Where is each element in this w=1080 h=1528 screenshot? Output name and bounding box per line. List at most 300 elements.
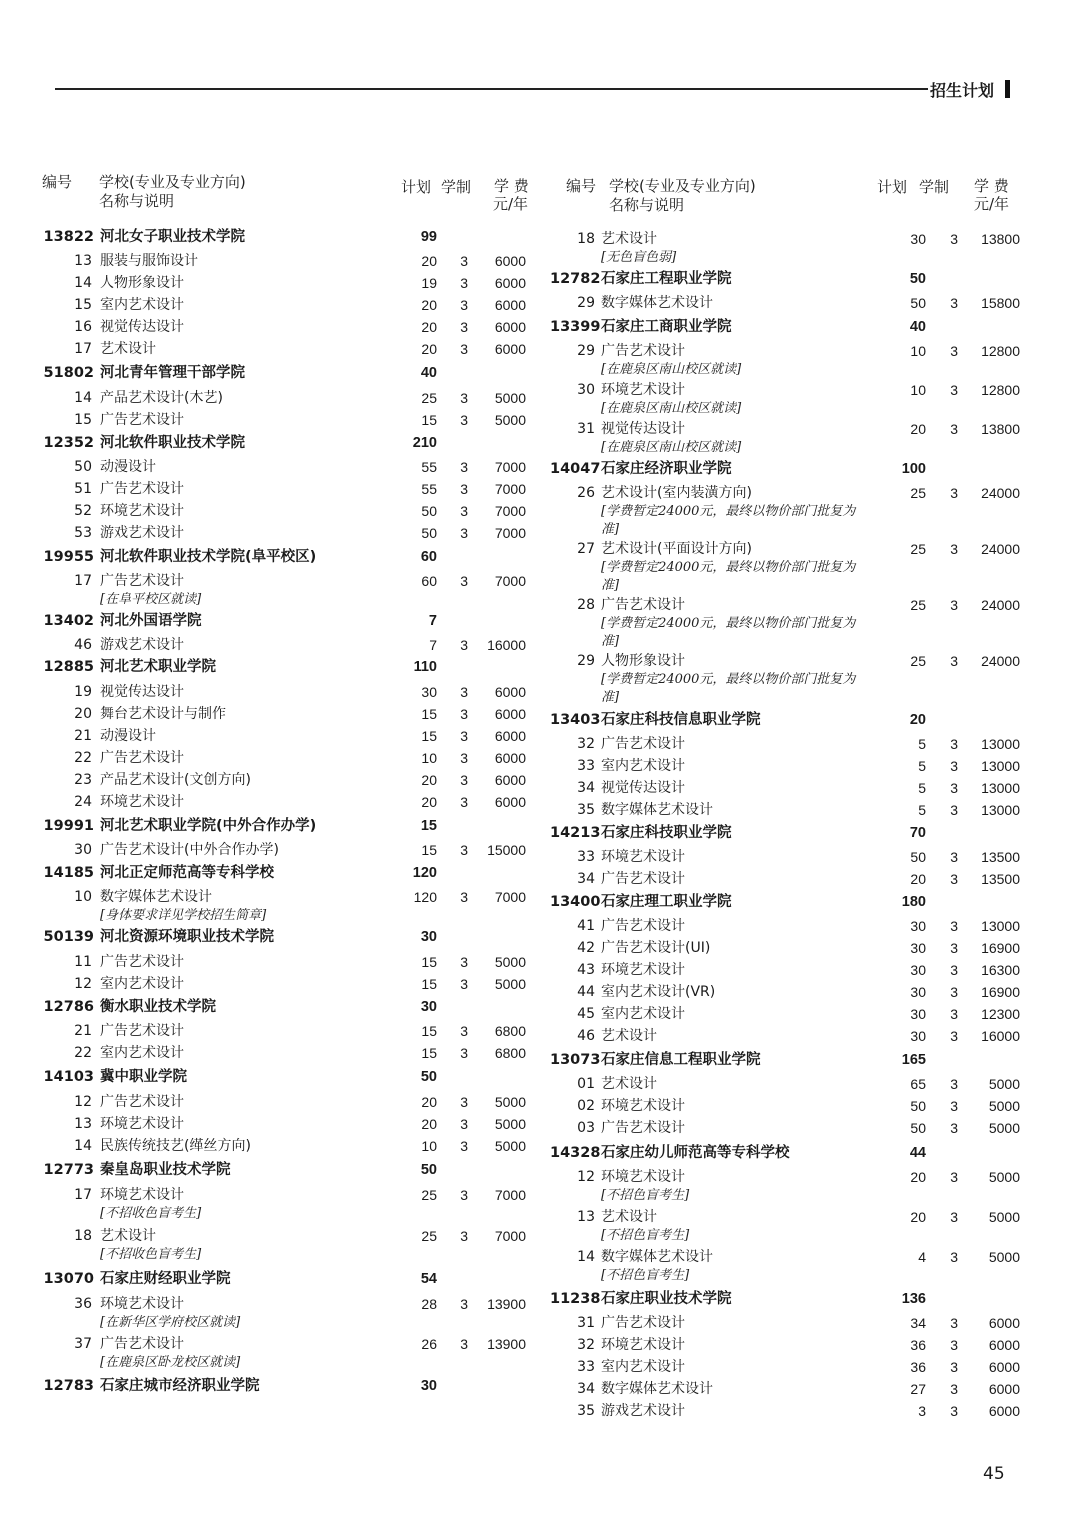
major-fee: 5000	[988, 1120, 1020, 1136]
school-plan-total: 110	[413, 659, 437, 675]
major-code: 13	[74, 253, 92, 269]
major-years: 3	[460, 297, 468, 313]
major-plan: 15	[421, 1023, 437, 1039]
school-row	[0, 1142, 1080, 1164]
school-plan-total: 40	[909, 319, 926, 335]
col-header-fee-unit: 元/年	[493, 195, 529, 213]
major-plan: 28	[421, 1296, 437, 1312]
major-years: 3	[950, 871, 958, 887]
major-note: [在新华区学府校区就读]	[100, 1315, 241, 1330]
school-row	[0, 1288, 1080, 1310]
major-fee: 24000	[981, 653, 1020, 669]
school-name: 衡水职业技术学院	[100, 999, 216, 1015]
major-note: [不招色盲考生]	[601, 1188, 690, 1203]
major-code: 31	[577, 1315, 595, 1331]
major-code: 15	[74, 412, 92, 428]
major-name: 广告艺术设计	[100, 1336, 184, 1352]
school-code: 12885	[43, 659, 94, 675]
major-years: 3	[460, 390, 468, 406]
major-fee: 6000	[988, 1381, 1020, 1397]
major-code: 33	[577, 849, 595, 865]
major-years: 3	[460, 253, 468, 269]
major-code: 53	[74, 525, 92, 541]
major-plan: 20	[910, 1169, 926, 1185]
major-years: 3	[460, 1296, 468, 1312]
major-name: 动漫设计	[100, 459, 156, 475]
major-note-continued: 准]	[601, 522, 620, 537]
major-years: 3	[950, 1337, 958, 1353]
school-plan-total: 50	[909, 271, 926, 287]
major-code: 33	[577, 758, 595, 774]
major-plan: 4	[918, 1249, 926, 1265]
school-row	[0, 458, 1080, 480]
major-years: 3	[460, 728, 468, 744]
major-fee: 13500	[981, 871, 1020, 887]
school-code: 12352	[43, 435, 94, 451]
school-row	[0, 268, 1080, 290]
major-years: 3	[950, 653, 958, 669]
major-fee: 6000	[494, 275, 526, 291]
major-fee: 13000	[981, 780, 1020, 796]
school-name: 石家庄职业技术学院	[601, 1291, 732, 1307]
major-years: 3	[950, 1249, 958, 1265]
major-years: 3	[950, 421, 958, 437]
col-header-name: 学校(专业及专业方向)	[99, 173, 246, 191]
major-code: 18	[577, 231, 595, 247]
school-code: 13400	[550, 894, 601, 910]
major-years: 3	[460, 275, 468, 291]
school-code: 13402	[43, 613, 94, 629]
major-name: 数字媒体艺术设计	[100, 889, 212, 905]
major-fee: 6000	[494, 772, 526, 788]
school-code: 13073	[550, 1052, 601, 1068]
school-code: 13399	[550, 319, 601, 335]
major-name: 室内艺术设计	[601, 1359, 685, 1375]
major-note: [不招收色盲考生]	[100, 1206, 202, 1221]
major-plan: 50	[910, 295, 926, 311]
major-code: 03	[577, 1120, 595, 1136]
school-plan-total: 44	[909, 1145, 926, 1161]
major-years: 3	[460, 637, 468, 653]
major-fee: 6800	[494, 1023, 526, 1039]
major-name: 广告艺术设计(UI)	[601, 940, 711, 956]
school-code: 11238	[550, 1291, 601, 1307]
major-code: 02	[577, 1098, 595, 1114]
major-name: 视觉传达设计	[100, 319, 184, 335]
major-years: 3	[460, 976, 468, 992]
major-years: 3	[950, 849, 958, 865]
major-row	[0, 1246, 1080, 1268]
major-fee: 6000	[494, 297, 526, 313]
major-code: 37	[74, 1336, 92, 1352]
major-name: 环境艺术设计	[601, 1098, 685, 1114]
school-code: 12773	[43, 1162, 94, 1178]
school-plan-total: 99	[420, 229, 437, 245]
major-note: [在鹿泉区南山校区就读]	[601, 362, 742, 377]
major-name: 广告艺术设计	[100, 573, 184, 589]
col-header-fee: 学 费	[494, 177, 529, 195]
major-name: 产品艺术设计(木艺)	[100, 390, 223, 406]
school-code: 12786	[43, 999, 94, 1015]
major-code: 28	[577, 597, 595, 613]
major-years: 3	[460, 1094, 468, 1110]
major-years: 3	[460, 573, 468, 589]
major-name: 室内艺术设计	[601, 758, 685, 774]
major-fee: 5000	[988, 1209, 1020, 1225]
major-years: 3	[460, 1138, 468, 1154]
major-code: 50	[74, 459, 92, 475]
major-plan: 20	[421, 297, 437, 313]
major-name: 艺术设计	[100, 1228, 156, 1244]
major-years: 3	[950, 984, 958, 1000]
major-name: 室内艺术设计	[100, 297, 184, 313]
major-code: 29	[577, 295, 595, 311]
school-name: 河北青年管理干部学院	[100, 365, 245, 381]
major-code: 24	[74, 794, 92, 810]
major-plan: 20	[421, 1094, 437, 1110]
school-code: 19955	[43, 549, 94, 565]
major-plan: 30	[421, 684, 437, 700]
school-plan-total: 30	[420, 1378, 437, 1394]
school-plan-total: 30	[420, 999, 437, 1015]
major-fee: 13000	[981, 802, 1020, 818]
major-name: 广告艺术设计	[601, 597, 685, 613]
school-plan-total: 136	[901, 1291, 926, 1307]
school-code: 14047	[550, 461, 601, 477]
major-code: 29	[577, 343, 595, 359]
major-note-continued: 准]	[601, 578, 620, 593]
major-name: 环境艺术设计	[601, 849, 685, 865]
major-name: 人物形象设计	[100, 275, 184, 291]
major-fee: 15800	[981, 295, 1020, 311]
major-fee: 13900	[487, 1296, 526, 1312]
school-plan-total: 7	[428, 613, 437, 629]
major-fee: 6000	[494, 341, 526, 357]
major-row	[0, 1378, 1080, 1400]
major-code: 51	[74, 481, 92, 497]
major-code: 42	[577, 940, 595, 956]
major-years: 3	[460, 1187, 468, 1203]
major-code: 15	[74, 297, 92, 313]
school-row	[0, 709, 1080, 731]
major-years: 3	[950, 1120, 958, 1136]
col-header-code: 编号	[566, 177, 597, 195]
major-code: 11	[74, 954, 92, 970]
major-years: 3	[460, 750, 468, 766]
major-row	[0, 1206, 1080, 1228]
major-years: 3	[950, 758, 958, 774]
major-fee: 7000	[494, 889, 526, 905]
major-plan: 5	[918, 758, 926, 774]
major-plan: 10	[910, 382, 926, 398]
major-row	[0, 755, 1080, 777]
major-note: [不招色盲考生]	[601, 1228, 690, 1243]
major-years: 3	[460, 459, 468, 475]
major-fee: 5000	[494, 1094, 526, 1110]
major-plan: 27	[910, 1381, 926, 1397]
major-note-continued: 准]	[601, 690, 620, 705]
major-plan: 7	[429, 637, 437, 653]
major-code: 14	[74, 275, 92, 291]
major-years: 3	[950, 485, 958, 501]
major-name: 数字媒体艺术设计	[601, 1381, 713, 1397]
major-fee: 7000	[494, 1228, 526, 1244]
major-years: 3	[460, 412, 468, 428]
major-plan: 15	[421, 842, 437, 858]
major-code: 16	[74, 319, 92, 335]
school-name: 石家庄理工职业学院	[601, 894, 732, 910]
major-note: [在鹿泉区南山校区就读]	[601, 440, 742, 455]
school-name: 河北软件职业技术学院(阜平校区)	[100, 549, 317, 565]
major-fee: 7000	[494, 1187, 526, 1203]
major-note: [身体要求详见学校招生简章]	[100, 908, 267, 923]
section-marker	[1005, 80, 1010, 98]
school-plan-total: 60	[420, 549, 437, 565]
school-row	[0, 822, 1080, 844]
major-years: 3	[460, 525, 468, 541]
major-code: 34	[577, 780, 595, 796]
major-plan: 30	[910, 231, 926, 247]
major-plan: 20	[910, 421, 926, 437]
major-code: 36	[74, 1296, 92, 1312]
major-code: 23	[74, 772, 92, 788]
major-fee: 5000	[494, 390, 526, 406]
major-code: 44	[577, 984, 595, 1000]
major-fee: 6000	[494, 794, 526, 810]
major-code: 22	[74, 750, 92, 766]
major-years: 3	[950, 231, 958, 247]
major-fee: 12800	[981, 343, 1020, 359]
major-fee: 6000	[494, 750, 526, 766]
school-plan-total: 40	[420, 365, 437, 381]
school-plan-total: 165	[901, 1052, 926, 1068]
page-number: 45	[983, 1464, 1005, 1484]
major-row	[0, 1166, 1080, 1188]
school-plan-total: 210	[412, 435, 437, 451]
major-years: 3	[950, 1359, 958, 1375]
major-years: 3	[950, 597, 958, 613]
school-name: 河北外国语学院	[100, 613, 202, 629]
major-code: 21	[74, 728, 92, 744]
major-note: [不招收色盲考生]	[100, 1247, 202, 1262]
major-years: 3	[950, 295, 958, 311]
major-fee: 5000	[494, 1116, 526, 1132]
major-row	[0, 981, 1080, 1003]
major-plan: 15	[421, 412, 437, 428]
major-name: 游戏艺术设计	[601, 1403, 685, 1419]
school-code: 14185	[43, 865, 94, 881]
school-plan-total: 50	[420, 1069, 437, 1085]
major-row	[0, 1095, 1080, 1117]
major-plan: 34	[910, 1315, 926, 1331]
major-fee: 5000	[494, 412, 526, 428]
school-name: 石家庄工商职业学院	[601, 319, 732, 335]
major-fee: 16300	[981, 962, 1020, 978]
col-header-years: 学制	[919, 178, 950, 196]
major-plan: 25	[910, 485, 926, 501]
major-years: 3	[950, 1209, 958, 1225]
major-years: 3	[950, 736, 958, 752]
major-years: 3	[950, 918, 958, 934]
school-name: 河北艺术职业学院	[100, 659, 216, 675]
major-plan: 25	[910, 541, 926, 557]
major-name: 服装与服饰设计	[100, 253, 198, 269]
major-code: 33	[577, 1359, 595, 1375]
major-years: 3	[950, 1006, 958, 1022]
school-plan-total: 30	[420, 929, 437, 945]
major-name: 环境艺术设计	[100, 503, 184, 519]
major-name: 环境艺术设计	[100, 1116, 184, 1132]
major-code: 32	[577, 736, 595, 752]
major-name: 广告艺术设计	[601, 1120, 685, 1136]
major-code: 12	[74, 1094, 92, 1110]
major-plan: 65	[910, 1076, 926, 1092]
major-plan: 26	[421, 1336, 437, 1352]
major-fee: 13000	[981, 736, 1020, 752]
major-fee: 5000	[494, 1138, 526, 1154]
major-name: 广告艺术设计	[100, 481, 184, 497]
major-name: 广告艺术设计	[601, 343, 685, 359]
major-plan: 20	[421, 1116, 437, 1132]
major-plan: 30	[910, 1028, 926, 1044]
major-row	[0, 379, 1080, 401]
school-name: 石家庄幼儿师范高等专科学校	[601, 1145, 790, 1161]
major-plan: 30	[910, 984, 926, 1000]
major-name: 广告艺术设计	[100, 750, 184, 766]
major-plan: 25	[910, 597, 926, 613]
major-years: 3	[950, 940, 958, 956]
major-plan: 20	[421, 253, 437, 269]
school-plan-total: 180	[901, 894, 926, 910]
major-fee: 16900	[981, 940, 1020, 956]
major-row	[0, 681, 1080, 703]
major-plan: 15	[421, 1045, 437, 1061]
major-name: 视觉传达设计	[100, 684, 184, 700]
major-years: 3	[950, 1381, 958, 1397]
major-fee: 13800	[981, 231, 1020, 247]
major-fee: 24000	[981, 541, 1020, 557]
major-fee: 7000	[494, 525, 526, 541]
school-name: 石家庄财经职业学院	[100, 1271, 231, 1287]
major-years: 3	[460, 1116, 468, 1132]
major-plan: 20	[421, 319, 437, 335]
major-code: 27	[577, 541, 595, 557]
major-name: 艺术设计	[601, 1076, 657, 1092]
school-name: 石家庄信息工程职业学院	[601, 1052, 761, 1068]
major-code: 41	[577, 918, 595, 934]
major-code: 46	[74, 637, 92, 653]
major-fee: 6000	[988, 1359, 1020, 1375]
major-fee: 6000	[494, 728, 526, 744]
major-years: 3	[460, 954, 468, 970]
col-header-name: 学校(专业及专业方向)	[609, 177, 756, 195]
major-name: 民族传统技艺(缂丝方向)	[100, 1138, 251, 1154]
major-name: 视觉传达设计	[601, 780, 685, 796]
major-code: 32	[577, 1337, 595, 1353]
major-fee: 7000	[494, 481, 526, 497]
major-years: 3	[460, 341, 468, 357]
major-plan: 5	[918, 736, 926, 752]
major-code: 14	[74, 390, 92, 406]
major-years: 3	[950, 541, 958, 557]
major-code: 34	[577, 871, 595, 887]
school-plan-total: 54	[420, 1271, 437, 1287]
major-row	[0, 1334, 1080, 1356]
major-fee: 16000	[981, 1028, 1020, 1044]
major-name: 室内艺术设计	[100, 976, 184, 992]
col-header-name-sub: 名称与说明	[99, 192, 175, 210]
major-fee: 7000	[494, 459, 526, 475]
major-row	[0, 538, 1080, 560]
major-plan: 25	[421, 390, 437, 406]
school-code: 14213	[550, 825, 601, 841]
major-plan: 20	[910, 1209, 926, 1225]
major-code: 14	[74, 1138, 92, 1154]
major-code: 12	[74, 976, 92, 992]
major-plan: 20	[421, 341, 437, 357]
major-name: 广告艺术设计	[601, 1315, 685, 1331]
major-years: 3	[460, 503, 468, 519]
major-code: 35	[577, 802, 595, 818]
major-fee: 12300	[981, 1006, 1020, 1022]
school-code: 13403	[550, 712, 601, 728]
school-code: 51802	[43, 365, 94, 381]
major-code: 14	[577, 1249, 595, 1265]
major-years: 3	[950, 343, 958, 359]
major-note: [学费暂定24000元，最终以物价部门批复为	[601, 560, 856, 575]
major-fee: 13000	[981, 758, 1020, 774]
school-plan-total: 50	[420, 1162, 437, 1178]
major-name: 广告艺术设计	[100, 1023, 184, 1039]
major-row	[0, 1025, 1080, 1047]
major-note: [在鹿泉区卧龙校区就读]	[100, 1355, 241, 1370]
major-years: 3	[460, 319, 468, 335]
major-fee: 5000	[494, 976, 526, 992]
major-plan: 15	[421, 706, 437, 722]
major-code: 10	[74, 889, 92, 905]
major-name: 艺术设计(室内装潢方向)	[601, 485, 752, 501]
col-header-fee-unit: 元/年	[974, 195, 1010, 213]
major-code: 29	[577, 653, 595, 669]
major-years: 3	[460, 684, 468, 700]
major-years: 3	[460, 1336, 468, 1352]
major-row	[0, 1400, 1080, 1422]
major-code: 52	[74, 503, 92, 519]
school-name: 石家庄工程职业学院	[601, 271, 732, 287]
major-plan: 20	[910, 871, 926, 887]
major-row	[0, 937, 1080, 959]
major-plan: 30	[910, 940, 926, 956]
major-name: 艺术设计	[601, 1028, 657, 1044]
major-name: 广告艺术设计	[100, 1094, 184, 1110]
major-plan: 36	[910, 1359, 926, 1375]
col-header-fee: 学 费	[974, 177, 1009, 195]
major-years: 3	[950, 1315, 958, 1331]
major-plan: 10	[910, 343, 926, 359]
major-code: 21	[74, 1023, 92, 1039]
major-name: 环境艺术设计	[601, 1337, 685, 1353]
major-name: 广告艺术设计	[601, 871, 685, 887]
major-plan: 50	[910, 1120, 926, 1136]
major-plan: 10	[421, 750, 437, 766]
major-fee: 13500	[981, 849, 1020, 865]
major-code: 19	[74, 684, 92, 700]
major-plan: 50	[421, 503, 437, 519]
school-name: 河北正定师范高等专科学校	[100, 865, 274, 881]
major-name: 动漫设计	[100, 728, 156, 744]
school-plan-total: 100	[901, 461, 926, 477]
major-years: 3	[950, 1098, 958, 1114]
